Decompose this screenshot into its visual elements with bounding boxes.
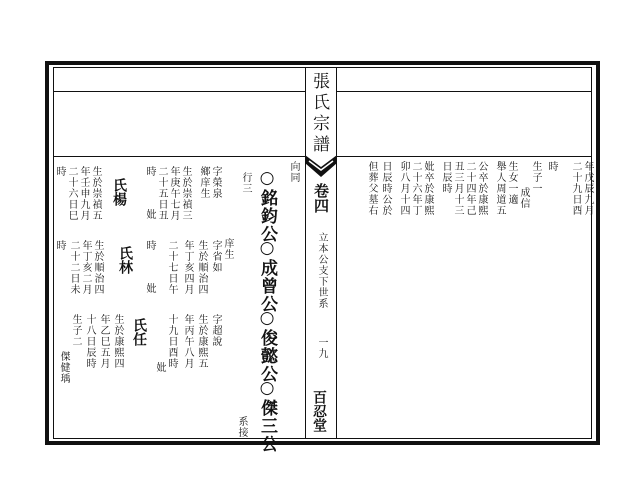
text-column: 二十二日未: [68, 240, 79, 295]
text-column: 生子二: [70, 314, 81, 347]
text-column: 二十九日酉: [570, 161, 581, 216]
text-column: 生於崇禎五: [90, 166, 101, 221]
text-column: 二十四年己: [464, 161, 475, 216]
ancestor-name: [258, 238, 275, 313]
name-text: 俊懿公: [257, 329, 277, 383]
circle-mark: ○: [257, 238, 277, 259]
page-number: 一九: [316, 337, 327, 359]
lineage-note: 系接: [236, 416, 247, 438]
text-column: 生於康熙四: [112, 314, 123, 369]
text-column: 妣: [154, 362, 165, 373]
text-column: 時: [144, 166, 155, 177]
circle-mark: ○: [257, 378, 277, 399]
text-column: 生於崇禎三: [180, 166, 191, 221]
rule-top-left: [53, 91, 305, 92]
circle-mark: ○: [257, 168, 277, 189]
text-column: 年丁亥四月: [182, 240, 193, 295]
ancestor-name: [258, 308, 275, 383]
rule-upper-left: [53, 156, 305, 157]
rule-upper-right: [336, 156, 592, 157]
name-text: 傑三公: [257, 399, 277, 453]
text-column: 生於康熙五: [196, 314, 207, 369]
name-text: 銘鈞公: [257, 189, 277, 243]
text-column: 二十六年丁: [410, 161, 421, 216]
text-column: 年壬申九月: [78, 166, 89, 221]
name-text: 成曾公: [257, 259, 277, 313]
role-label: 行三: [240, 172, 251, 194]
text-column: 時: [54, 166, 65, 177]
section-title: 立本公支下世系: [316, 232, 327, 309]
text-column: 妣卒於康熙: [422, 161, 433, 216]
text-column: 庠生: [222, 238, 233, 260]
text-column: 日辰時公於: [380, 161, 391, 216]
text-column: 字省如: [210, 240, 221, 273]
text-column: 二十五日丑: [156, 166, 167, 221]
text-column: 但葬父墓右: [366, 161, 377, 216]
text-column: 成信: [518, 187, 529, 209]
text-column: 卯八月十四: [398, 161, 409, 216]
wife-name: 氏任: [131, 318, 147, 346]
text-column: 生於順治四: [92, 240, 103, 295]
ancestor-name: [258, 168, 275, 243]
hall-name: 百忍堂: [311, 390, 327, 432]
text-column: 年戊辰九月: [582, 161, 593, 216]
text-column: 年庚午七月: [168, 166, 179, 221]
text-column: 二十六日巳: [66, 166, 77, 221]
text-column: 年丙午八月: [182, 314, 193, 369]
text-column: 丑三月十三: [452, 161, 463, 216]
text-column: 鄉庠生: [198, 166, 209, 199]
center-line-left: [305, 67, 306, 439]
circle-mark: ○: [257, 308, 277, 329]
text-column: 妣: [144, 209, 155, 220]
text-column: 舉人周道五: [494, 161, 505, 216]
wife-name: 氏楊: [111, 178, 127, 206]
text-column: 傑健瑀: [58, 351, 69, 384]
text-column: 生子一: [530, 161, 541, 194]
ancestor-name: [258, 378, 275, 453]
text-column: 時: [546, 161, 557, 172]
text-column: 字榮泉: [210, 166, 221, 199]
fish-tail-mark: [305, 155, 337, 177]
text-column: 公卒於康熙: [476, 161, 487, 216]
text-column: 十九日酉時: [166, 314, 177, 369]
generation-label: 向同: [288, 161, 299, 183]
text-column: 時: [144, 240, 155, 251]
rule-top-right: [336, 91, 592, 92]
text-column: 時: [54, 240, 65, 251]
text-column: 生女一適: [506, 161, 517, 205]
text-column: 生於順治四: [196, 240, 207, 295]
book-title: 張氏宗譜: [309, 72, 329, 156]
text-column: 十八日辰時: [84, 314, 95, 369]
text-column: 年乙巳五月: [98, 314, 109, 369]
wife-name: 氏林: [117, 246, 133, 274]
text-column: 日辰時: [440, 161, 451, 194]
text-column: 字超說: [210, 314, 221, 347]
center-line-right: [336, 67, 337, 439]
volume-label: 卷四: [312, 183, 330, 213]
text-column: 妣: [144, 283, 155, 294]
text-column: 二十七日午: [166, 240, 177, 295]
text-column: 年丁亥二月: [80, 240, 91, 295]
